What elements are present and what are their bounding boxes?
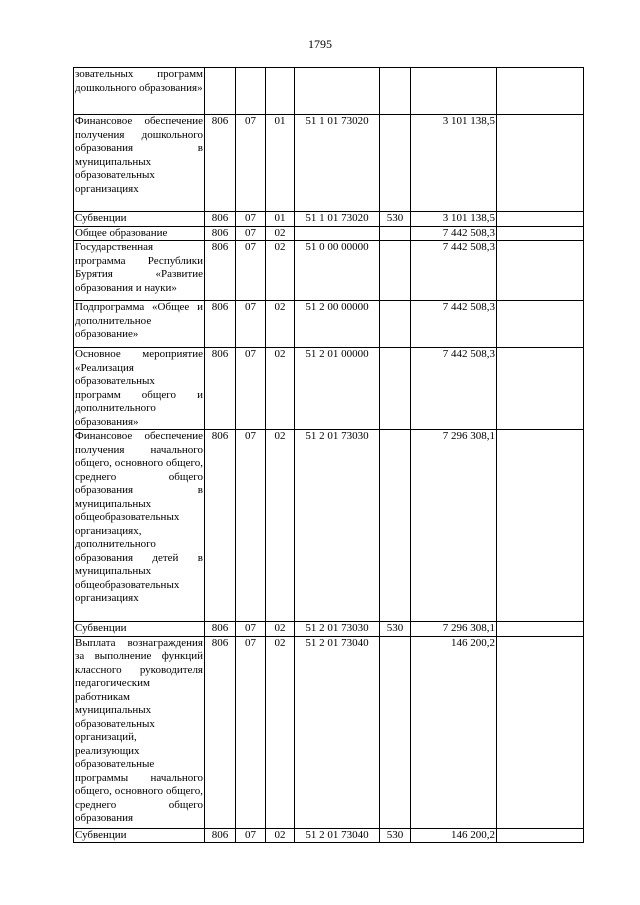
amount-cell: 7 442 508,3	[411, 241, 497, 301]
amount-cell: 3 101 138,5	[411, 212, 497, 227]
table-row	[74, 828, 584, 843]
expense-type-cell	[380, 68, 411, 115]
target-article-cell: 51 2 01 73030	[295, 622, 380, 637]
target-article-cell: 51 2 01 73030	[295, 430, 380, 622]
section-cell: 07	[236, 622, 266, 637]
row-name-cell: Подпрограмма «Общее и дополнительное образование»	[74, 301, 205, 348]
expense-type-cell: 530	[380, 212, 411, 227]
empty-cell	[497, 68, 584, 115]
expense-type-cell: 530	[380, 622, 411, 637]
section-cell: 07	[236, 241, 266, 301]
ministry-cell: 806	[205, 636, 236, 828]
ministry-cell: 806	[205, 301, 236, 348]
subsection-cell: 01	[266, 212, 295, 227]
row-name-cell: Субвенции	[74, 622, 205, 637]
table-row	[74, 348, 584, 430]
target-article-cell: 51 1 01 73020	[295, 212, 380, 227]
table-row	[74, 226, 584, 241]
empty-cell	[497, 241, 584, 301]
row-name-cell: Выплата вознаграждения за выполнение функций классного руководителя педагогическим работникам муниципальных образовательных организаций, реализующих образовательные программы начального общего, основного общего, среднего общего образования	[74, 636, 205, 828]
ministry-cell: 806	[205, 212, 236, 227]
target-article-cell	[295, 68, 380, 115]
empty-cell	[497, 115, 584, 212]
section-cell	[236, 68, 266, 115]
subsection-cell	[266, 68, 295, 115]
subsection-cell: 02	[266, 828, 295, 843]
row-name-cell: Финансовое обеспечение получения дошкольного образования в муниципальных образовательных организациях	[74, 115, 205, 212]
empty-cell	[497, 828, 584, 843]
amount-cell: 146 200,2	[411, 828, 497, 843]
expense-type-cell	[380, 226, 411, 241]
subsection-cell: 02	[266, 430, 295, 622]
ministry-cell: 806	[205, 430, 236, 622]
empty-cell	[497, 636, 584, 828]
expense-type-cell	[380, 430, 411, 622]
amount-cell: 7 296 308,1	[411, 622, 497, 637]
table-row	[74, 301, 584, 348]
ministry-cell: 806	[205, 115, 236, 212]
subsection-cell: 02	[266, 241, 295, 301]
table-row	[74, 115, 584, 212]
amount-cell: 7 442 508,3	[411, 301, 497, 348]
table-row	[74, 430, 584, 622]
amount-cell: 7 442 508,3	[411, 348, 497, 430]
subsection-cell: 02	[266, 301, 295, 348]
table-row	[74, 241, 584, 301]
expense-type-cell	[380, 241, 411, 301]
ministry-cell: 806	[205, 828, 236, 843]
row-name-cell: Финансовое обеспечение получения начального общего, основного общего, среднего общего образования в муниципальных общеобразовательных организациях, дополнительного образования детей в муниципальных общеобразовательных организациях	[74, 430, 205, 622]
expense-type-cell	[380, 348, 411, 430]
row-name-cell: Основное мероприятие «Реализация образовательных программ общего и дополнительного образования»	[75, 348, 203, 428]
ministry-cell: 806	[205, 348, 236, 430]
target-article-cell: 51 2 01 73040	[295, 636, 380, 828]
amount-cell: 3 101 138,5	[411, 115, 497, 212]
row-name-cell: Государственная программа Республики Бурятия «Развитие образования и науки»	[74, 241, 205, 301]
empty-cell	[497, 622, 584, 637]
table-row	[74, 622, 584, 637]
subsection-cell: 02	[266, 622, 295, 637]
section-cell: 07	[236, 212, 266, 227]
page-number: 1795	[308, 37, 332, 51]
section-cell: 07	[236, 226, 266, 241]
empty-cell	[497, 212, 584, 227]
row-name-cell: Общее образование	[74, 226, 205, 241]
table-row	[74, 212, 584, 227]
section-cell: 07	[236, 430, 266, 622]
target-article-cell	[295, 226, 380, 241]
empty-cell	[497, 226, 584, 241]
target-article-cell: 51 1 01 73020	[295, 115, 380, 212]
target-article-cell: 51 0 00 00000	[295, 241, 380, 301]
subsection-cell: 02	[266, 226, 295, 241]
expense-type-cell	[380, 115, 411, 212]
ministry-cell: 806	[205, 622, 236, 637]
row-name-cell: Субвенции	[74, 212, 205, 227]
section-cell: 07	[236, 301, 266, 348]
table-row	[74, 636, 584, 828]
amount-cell	[411, 68, 497, 115]
target-article-cell: 51 2 01 00000	[295, 348, 380, 430]
section-cell: 07	[236, 115, 266, 212]
amount-cell: 146 200,2	[411, 636, 497, 828]
budget-table	[73, 67, 584, 843]
subsection-cell: 02	[266, 636, 295, 828]
ministry-cell: 806	[205, 226, 236, 241]
empty-cell	[497, 348, 584, 430]
ministry-cell: 806	[205, 241, 236, 301]
section-cell: 07	[236, 636, 266, 828]
empty-cell	[497, 301, 584, 348]
amount-cell: 7 442 508,3	[411, 226, 497, 241]
empty-cell	[497, 430, 584, 622]
subsection-cell: 01	[266, 115, 295, 212]
section-cell: 07	[236, 828, 266, 843]
table-row	[74, 68, 584, 115]
subsection-cell: 02	[266, 348, 295, 430]
target-article-cell: 51 2 00 00000	[295, 301, 380, 348]
amount-cell: 7 296 308,1	[411, 430, 497, 622]
expense-type-cell	[380, 636, 411, 828]
row-name-cell: Субвенции	[74, 828, 205, 843]
section-cell: 07	[236, 348, 266, 430]
expense-type-cell: 530	[380, 828, 411, 843]
target-article-cell: 51 2 01 73040	[295, 828, 380, 843]
ministry-cell	[205, 68, 236, 115]
row-name-cell: зовательных программ дошкольного образования»	[74, 68, 205, 115]
expense-type-cell	[380, 301, 411, 348]
